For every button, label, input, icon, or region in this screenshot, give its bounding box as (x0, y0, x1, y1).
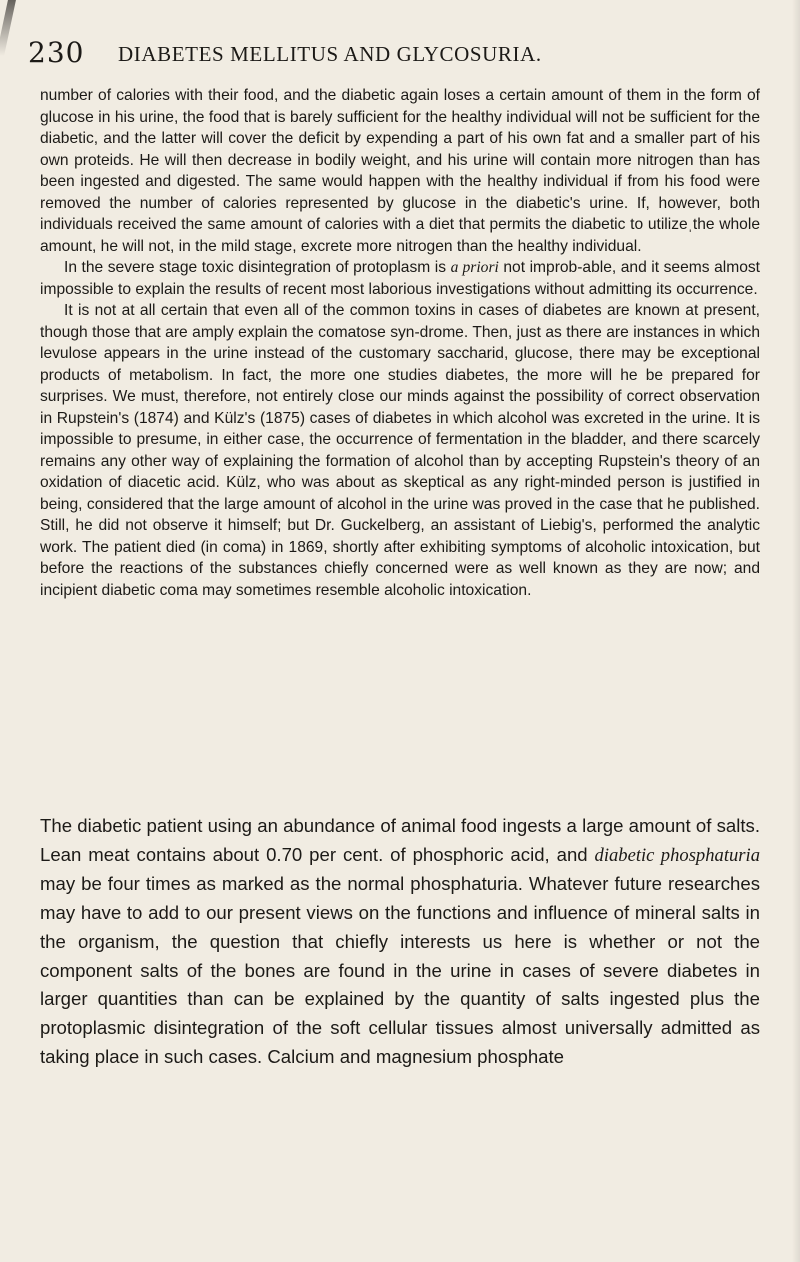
italic-diabetic-phosphaturia: diabetic phosphaturia (594, 844, 760, 866)
large-type-section (40, 812, 760, 1071)
paragraph-salts (40, 812, 760, 1071)
paragraph-toxins-alcohol: It is not at all certain that even all of the common toxins in cases of diabetes are known at present, though those that are amply explain the comatose syn-drome. Then, just as there are instances in which levulose appears in the urine instead of the customary saccharid, glucose, there may be exceptional products of metabolism. In fact, the more one studies diabetes, the more will he be prepared for surprises. We must, therefore, not entirely close our minds against the possibility of correct observation in Rupstein's (1874) and Külz's (1875) cases of diabetes in which alcohol was excreted in the urine. It is impossible to presume, in either case, the occurrence of fermentation in the bladder, and there scarcely remains any other way of explaining the formation of alcohol than by accepting Rupstein's theory of an oxidation of diacetic acid. Külz, who was about as skeptical as any right-minded person is justified in being, considered that the large amount of alcohol in the urine was proved in the case that he published. Still, he did not observe it himself; but Dr. Guckelberg, an assistant of Liebig's, performed the analytic work. The patient died (in coma) in 1869, shortly after exhibiting symptoms of alcoholic intoxication, but before the reactions of the substances chiefly concerned were as well known as they are now; and incipient diabetic coma may sometimes resemble alcoholic intoxication. (40, 302, 760, 599)
page-number: 230 (28, 36, 85, 69)
page-header (28, 36, 776, 76)
text-run: The diabetic patient using an abundance of animal food ingests a large amount of salts. Lean meat contains about 0.70 per cent. of phosphoric acid, and (40, 815, 760, 865)
text-run: In the severe stage toxic disintegration of protoplasm is (64, 259, 451, 276)
text-run: not improb-able, and it seems almost impossible to explain the results of recent most laborious investigations without admitting its occurrence. (40, 259, 760, 298)
paragraph-severe-stage (40, 257, 760, 300)
paragraph-calories: number of calories with their food, and the diabetic again loses a certain amount of them in the form of glucose in his urine, the food that is barely sufficient for the healthy individual will not be sufficient for the diabetic, and the latter will cover the deficit by expending a part of his own fat and a smaller part of his own proteids. He will then decrease in bodily weight, and his urine will contain more nitrogen than has been ingested and digested. The same would happen with the healthy individual if from his food were removed the number of calories represented by glucose in the diabetic's urine. If, however, both individuals received the same amount of calories with a diet that permits the diabetic to utilizeˌthe whole amount, he will not, in the mild stage, excrete more nitrogen than the healthy individual. (40, 87, 760, 255)
running-head: DIABETES MELLITUS AND GLYCOSURIA. (118, 42, 542, 66)
italic-a-priori: a priori (450, 259, 499, 276)
text-run: may be four times as marked as the normal phosphaturia. Whatever future researches may have to add to our present views on the functions and influence of mineral salts in the organism, the question that chiefly interests us here is whether or not the component salts of the bones are found in the urine in cases of severe diabetes in larger quantities than can be explained by the quantity of salts ingested plus the protoplasmic disintegration of the soft cellular tissues almost universally admitted as taking place in such cases. Calcium and magnesium phosphate (40, 873, 760, 1067)
page-edge-shadow (792, 0, 800, 1262)
small-type-section (40, 85, 760, 601)
scan-corner-mark (0, 0, 16, 56)
